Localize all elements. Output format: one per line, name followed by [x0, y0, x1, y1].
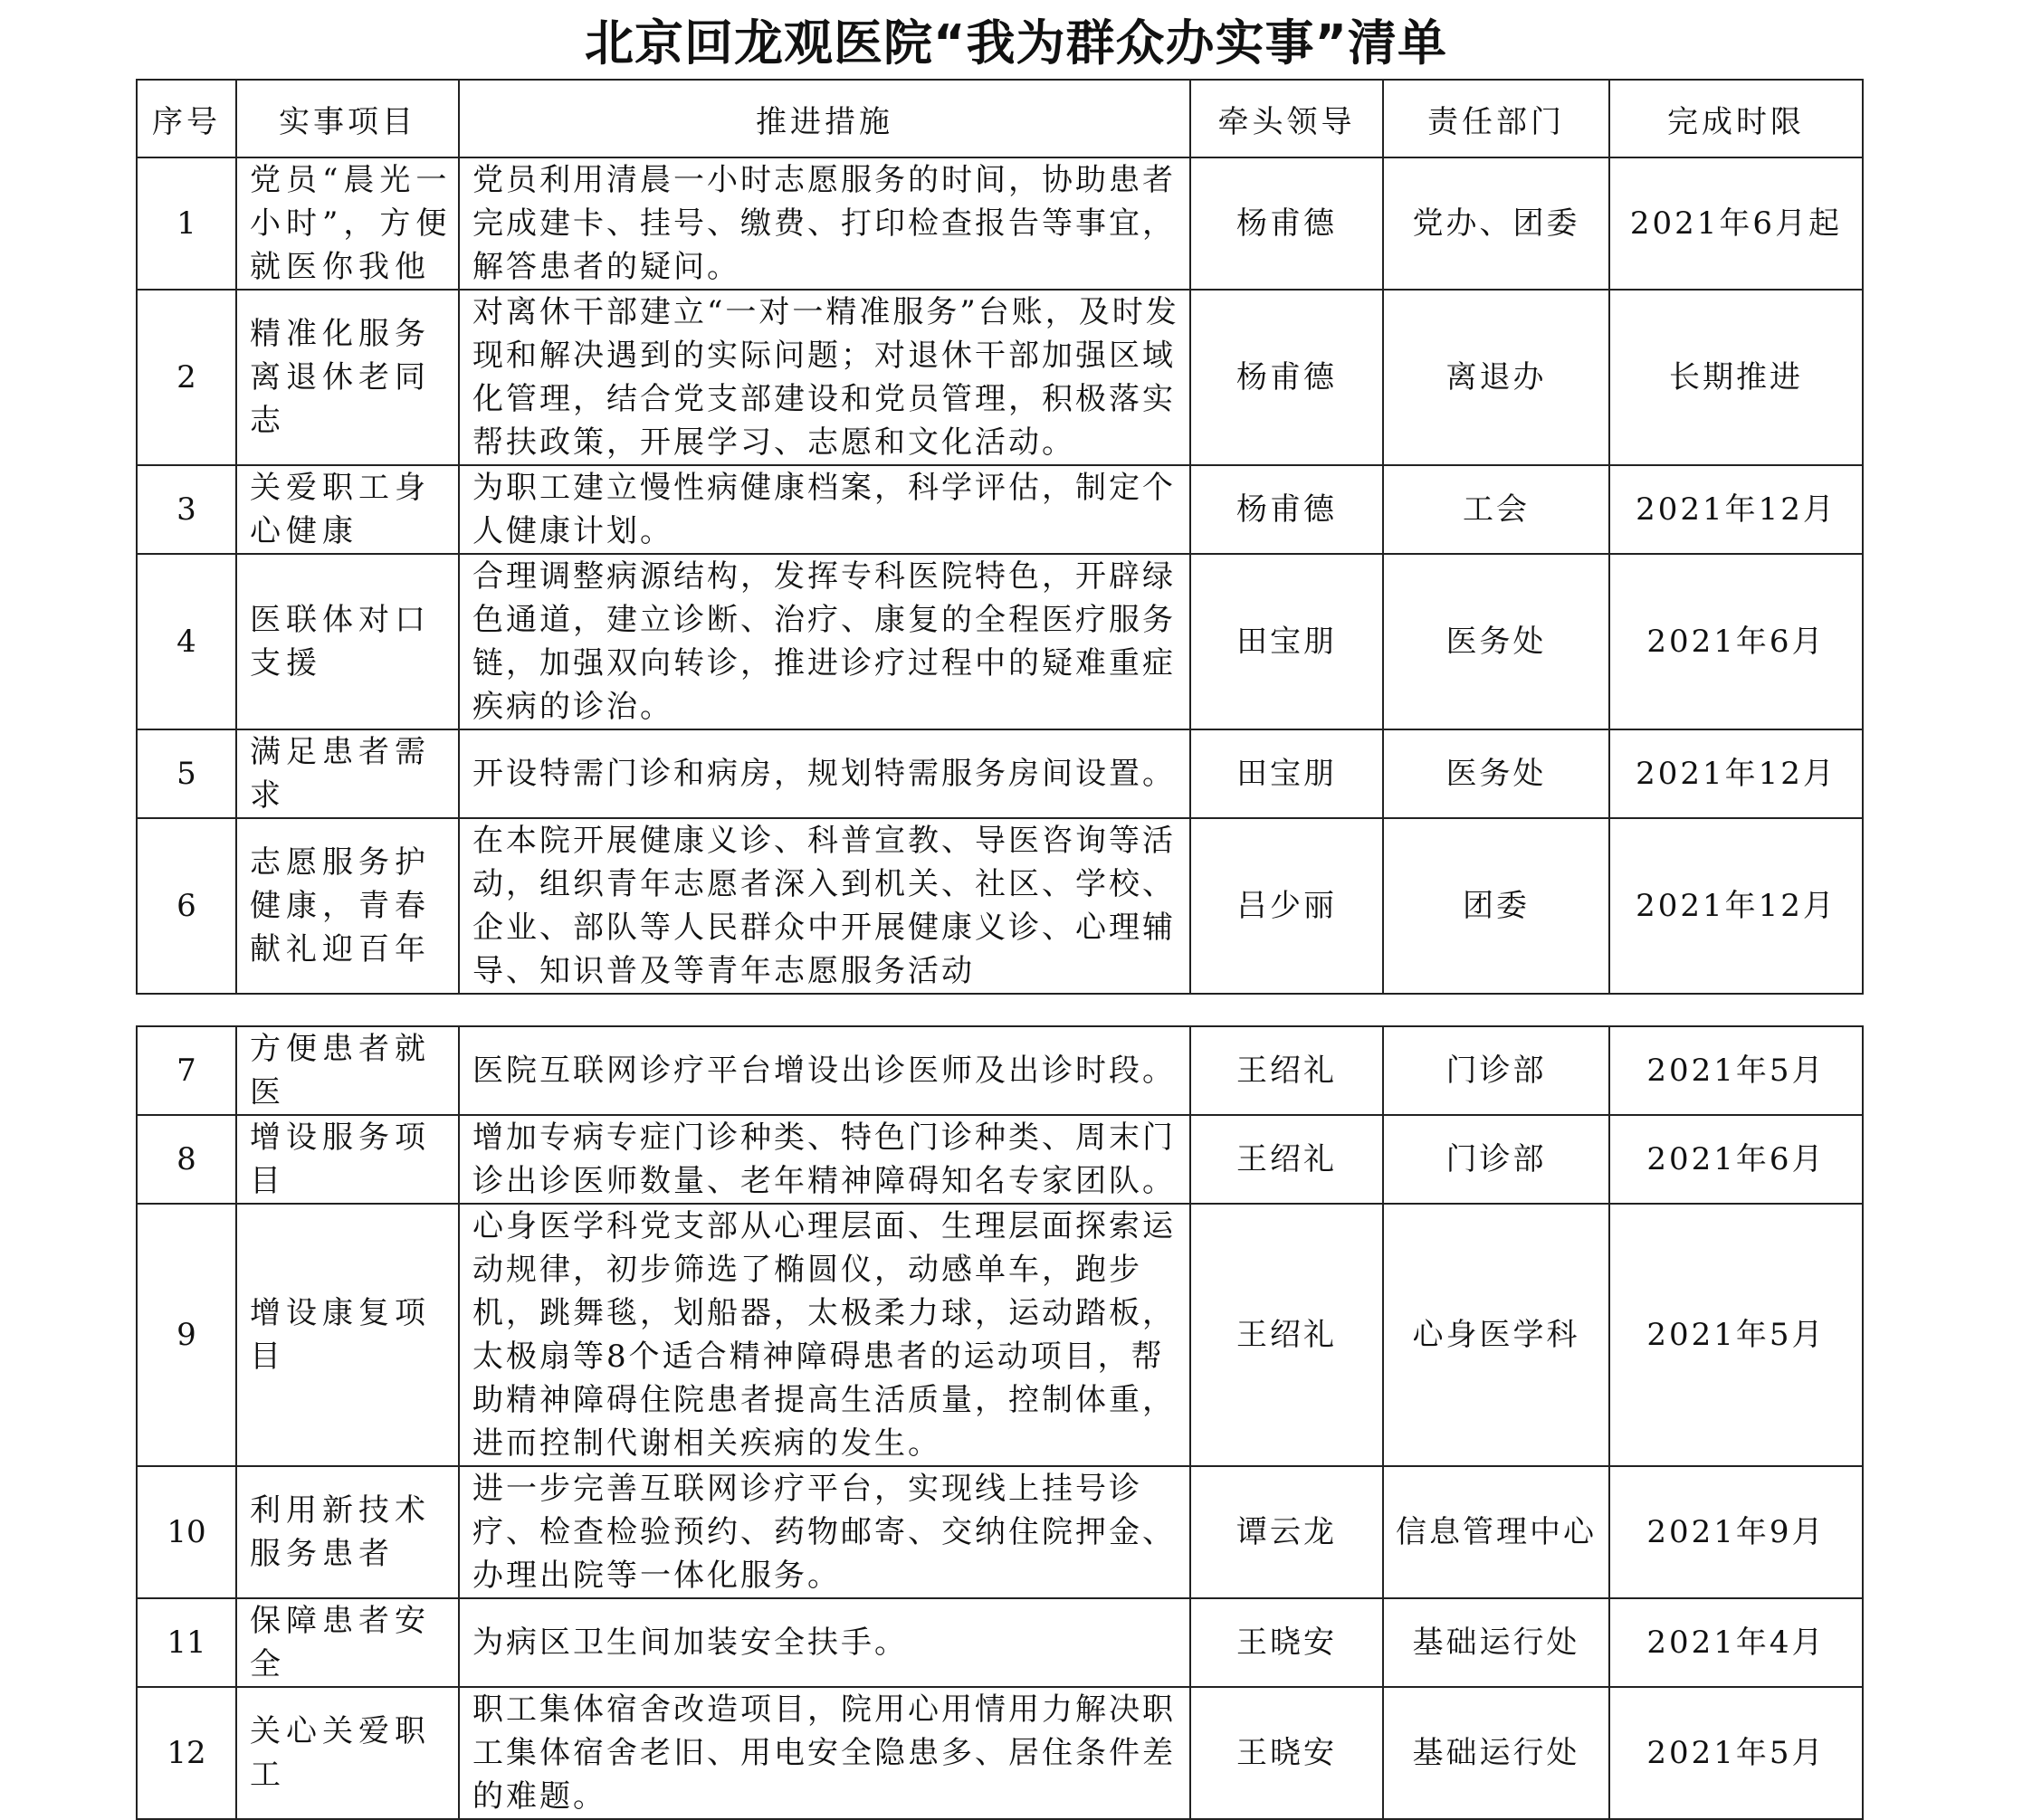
cell-no: 5 [137, 729, 236, 818]
table-row [137, 729, 1863, 818]
table-row [137, 290, 1863, 465]
cell-dept: 医务处 [1383, 554, 1609, 729]
table-row [137, 1026, 1863, 1115]
table-row [137, 1115, 1863, 1204]
page-title: 北京回龙观医院“我为群众办实事”清单 [585, 14, 1447, 71]
cell-item: 医联体对口支援 [236, 554, 459, 729]
cell-deadline: 2021年12月 [1609, 818, 1863, 994]
cell-dept: 心身医学科 [1383, 1204, 1609, 1466]
header-measures: 推进措施 [459, 80, 1190, 157]
table-row [137, 1204, 1863, 1466]
header-no: 序号 [137, 80, 236, 157]
cell-no: 2 [137, 290, 236, 465]
cell-item: 精准化服务离退休老同志 [236, 290, 459, 465]
cell-item: 党员“晨光一小时”，方便就医你我他 [236, 157, 459, 290]
cell-deadline: 2021年12月 [1609, 465, 1863, 554]
cell-item: 志愿服务护健康，青春献礼迎百年 [236, 818, 459, 994]
cell-deadline: 2021年6月 [1609, 554, 1863, 729]
cell-leader: 谭云龙 [1190, 1466, 1383, 1598]
table-row [137, 818, 1863, 994]
table-row [137, 465, 1863, 554]
cell-no: 12 [137, 1687, 236, 1819]
table-row [137, 554, 1863, 729]
table-row [137, 157, 1863, 290]
cell-item: 利用新技术服务患者 [236, 1466, 459, 1598]
cell-item: 增设康复项目 [236, 1204, 459, 1466]
cell-no: 11 [137, 1598, 236, 1687]
cell-leader: 田宝朋 [1190, 729, 1383, 818]
cell-item: 关爱职工身心健康 [236, 465, 459, 554]
table-row [137, 1687, 1863, 1819]
cell-no: 3 [137, 465, 236, 554]
cell-dept: 工会 [1383, 465, 1609, 554]
cell-item: 保障患者安全 [236, 1598, 459, 1687]
header-dept: 责任部门 [1383, 80, 1609, 157]
cell-measures: 职工集体宿舍改造项目，院用心用情用力解决职工集体宿舍老旧、用电安全隐患多、居住条件差的难题。 [459, 1687, 1190, 1819]
task-table-part-1 [136, 79, 1864, 995]
cell-leader: 杨甫德 [1190, 290, 1383, 465]
cell-deadline: 2021年6月起 [1609, 157, 1863, 290]
table-row [137, 1466, 1863, 1598]
header-row [137, 80, 1863, 157]
cell-item: 方便患者就医 [236, 1026, 459, 1115]
cell-dept: 基础运行处 [1383, 1598, 1609, 1687]
cell-measures: 对离休干部建立“一对一精准服务”台账，及时发现和解决遇到的实际问题；对退休干部加强区域化管理，结合党支部建设和党员管理，积极落实帮扶政策，开展学习、志愿和文化活动。 [459, 290, 1190, 465]
cell-leader: 王晓安 [1190, 1598, 1383, 1687]
cell-deadline: 2021年5月 [1609, 1204, 1863, 1466]
cell-leader: 杨甫德 [1190, 157, 1383, 290]
cell-deadline: 2021年5月 [1609, 1026, 1863, 1115]
cell-deadline: 长期推进 [1609, 290, 1863, 465]
cell-item: 满足患者需求 [236, 729, 459, 818]
header-item: 实事项目 [236, 80, 459, 157]
cell-no: 1 [137, 157, 236, 290]
cell-measures: 党员利用清晨一小时志愿服务的时间，协助患者完成建卡、挂号、缴费、打印检查报告等事宜，解答患者的疑问。 [459, 157, 1190, 290]
cell-measures: 在本院开展健康义诊、科普宣教、导医咨询等活动，组织青年志愿者深入到机关、社区、学校、企业、部队等人民群众中开展健康义诊、心理辅导、知识普及等青年志愿服务活动 [459, 818, 1190, 994]
cell-dept: 医务处 [1383, 729, 1609, 818]
cell-deadline: 2021年6月 [1609, 1115, 1863, 1204]
cell-measures: 为病区卫生间加装安全扶手。 [459, 1598, 1190, 1687]
cell-dept: 党办、团委 [1383, 157, 1609, 290]
cell-dept: 门诊部 [1383, 1115, 1609, 1204]
table-row [137, 1598, 1863, 1687]
cell-dept: 基础运行处 [1383, 1687, 1609, 1819]
cell-no: 4 [137, 554, 236, 729]
cell-item: 关心关爱职工 [236, 1687, 459, 1819]
cell-dept: 信息管理中心 [1383, 1466, 1609, 1598]
cell-leader: 王绍礼 [1190, 1026, 1383, 1115]
task-table-part-2 [136, 1025, 1864, 1820]
cell-measures: 医院互联网诊疗平台增设出诊医师及出诊时段。 [459, 1026, 1190, 1115]
cell-no: 10 [137, 1466, 236, 1598]
cell-leader: 杨甫德 [1190, 465, 1383, 554]
cell-leader: 王绍礼 [1190, 1204, 1383, 1466]
cell-dept: 离退办 [1383, 290, 1609, 465]
cell-deadline: 2021年12月 [1609, 729, 1863, 818]
cell-measures: 开设特需门诊和病房，规划特需服务房间设置。 [459, 729, 1190, 818]
cell-dept: 团委 [1383, 818, 1609, 994]
cell-no: 7 [137, 1026, 236, 1115]
cell-leader: 王绍礼 [1190, 1115, 1383, 1204]
cell-measures: 心身医学科党支部从心理层面、生理层面探索运动规律，初步筛选了椭圆仪，动感单车，跑步机，跳舞毯，划船器，太极柔力球，运动踏板，太极扇等8个适合精神障碍患者的运动项目，帮助精神障碍住院患者提高生活质量，控制体重，进而控制代谢相关疾病的发生。 [459, 1204, 1190, 1466]
cell-measures: 进一步完善互联网诊疗平台，实现线上挂号诊疗、检查检验预约、药物邮寄、交纳住院押金、办理出院等一体化服务。 [459, 1466, 1190, 1598]
cell-leader: 田宝朋 [1190, 554, 1383, 729]
cell-no: 8 [137, 1115, 236, 1204]
cell-leader: 吕少丽 [1190, 818, 1383, 994]
cell-measures: 增加专病专症门诊种类、特色门诊种类、周末门诊出诊医师数量、老年精神障碍知名专家团队。 [459, 1115, 1190, 1204]
cell-leader: 王晓安 [1190, 1687, 1383, 1819]
header-deadline: 完成时限 [1609, 80, 1863, 157]
cell-dept: 门诊部 [1383, 1026, 1609, 1115]
cell-deadline: 2021年5月 [1609, 1687, 1863, 1819]
cell-item: 增设服务项目 [236, 1115, 459, 1204]
cell-measures: 为职工建立慢性病健康档案，科学评估，制定个人健康计划。 [459, 465, 1190, 554]
cell-deadline: 2021年9月 [1609, 1466, 1863, 1598]
cell-measures: 合理调整病源结构，发挥专科医院特色，开辟绿色通道，建立诊断、治疗、康复的全程医疗服务链，加强双向转诊，推进诊疗过程中的疑难重症疾病的诊治。 [459, 554, 1190, 729]
cell-no: 9 [137, 1204, 236, 1466]
header-leader: 牵头领导 [1190, 80, 1383, 157]
cell-no: 6 [137, 818, 236, 994]
cell-deadline: 2021年4月 [1609, 1598, 1863, 1687]
